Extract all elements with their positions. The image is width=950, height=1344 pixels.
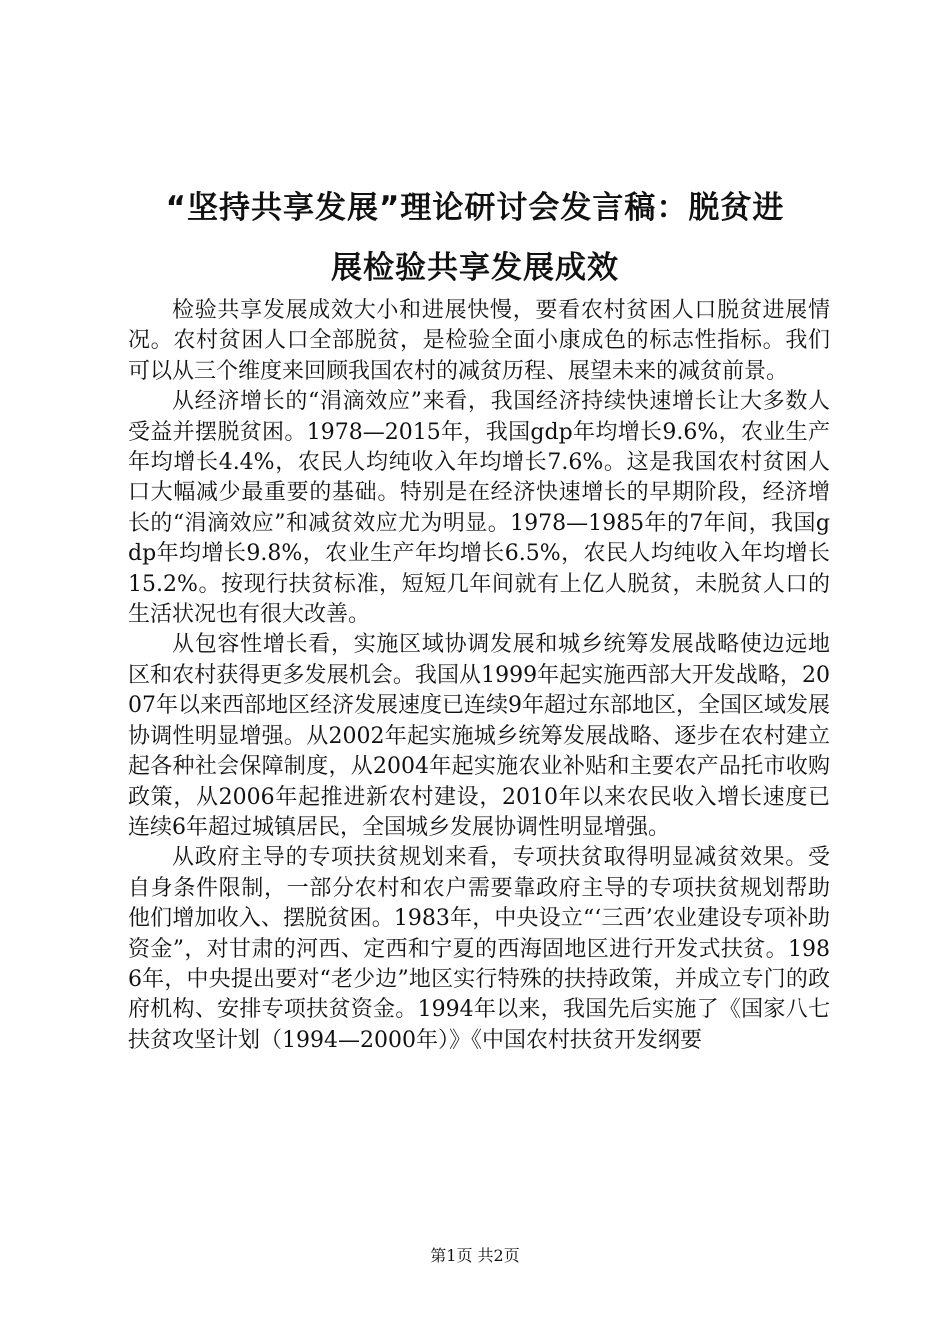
paragraph-4: 从政府主导的专项扶贫规划来看，专项扶贫取得明显减贫效果。受自身条件限制，一部分农村和农户需要靠政府主导的专项扶贫规划帮助他们增加收入、摆脱贫困。1983年，中央设立“‘三西’农业建设专项补助资金”，对甘肃的河西、定西和宁夏的西海固地区进行开发式扶贫。1986年，中央提出要对“老少边”地区实行特殊的扶持政策，并成立专门的政府机构、安排专项扶贫资金。1994年以来，我国先后实施了《国家八七扶贫攻坚计划（1994—2000年）》《中国农村扶贫开发纲要 [128,845,830,1053]
title-line-1: “坚持共享发展”理论研讨会发言稿：脱贫进 [165,190,785,226]
document-body [128,296,830,1056]
page-number-footer: 第1页 共2页 [430,1246,520,1265]
document-title [110,178,840,298]
title-line-2: 展检验共享发展成效 [331,250,619,286]
paragraph-2: 从经济增长的“涓滴效应”来看，我国经济持续快速增长让大多数人受益并摆脱贫困。1978—2015年，我国gdp年均增长9.6%，农业生产年均增长4.4%，农民人均纯收入年均增长7.6%。这是我国农村贫困人口大幅减少最重要的基础。特别是在经济快速增长的早期阶段，经济增长的“涓滴效应”和减贫效应尤为明显。1978—1985年的7年间，我国gdp年均增长9.8%，农业生产年均增长6.5%，农民人均纯收入年均增长15.2%。按现行扶贫标准，短短几年间就有上亿人脱贫，未脱贫人口的生活状况也有很大改善。 [128,389,830,628]
paragraph-3: 从包容性增长看，实施区域协调发展和城乡统筹发展战略使边远地区和农村获得更多发展机会。我国从1999年起实施西部大开发战略，2007年以来西部地区经济发展速度已连续9年超过东部地区，全国区域发展协调性明显增强。从2002年起实施城乡统筹发展战略、逐步在农村建立起各种社会保障制度，从2004年起实施农业补贴和主要农产品托市收购政策，从2006年起推进新农村建设，2010年以来农民收入增长速度已连续6年超过城镇居民，全国城乡发展协调性明显增强。 [128,632,830,840]
paragraph-1: 检验共享发展成效大小和进展快慢，要看农村贫困人口脱贫进展情况。农村贫困人口全部脱贫，是检验全面小康成色的标志性指标。我们可以从三个维度来回顾我国农村的减贫历程、展望未来的减贫前景。 [128,298,830,384]
